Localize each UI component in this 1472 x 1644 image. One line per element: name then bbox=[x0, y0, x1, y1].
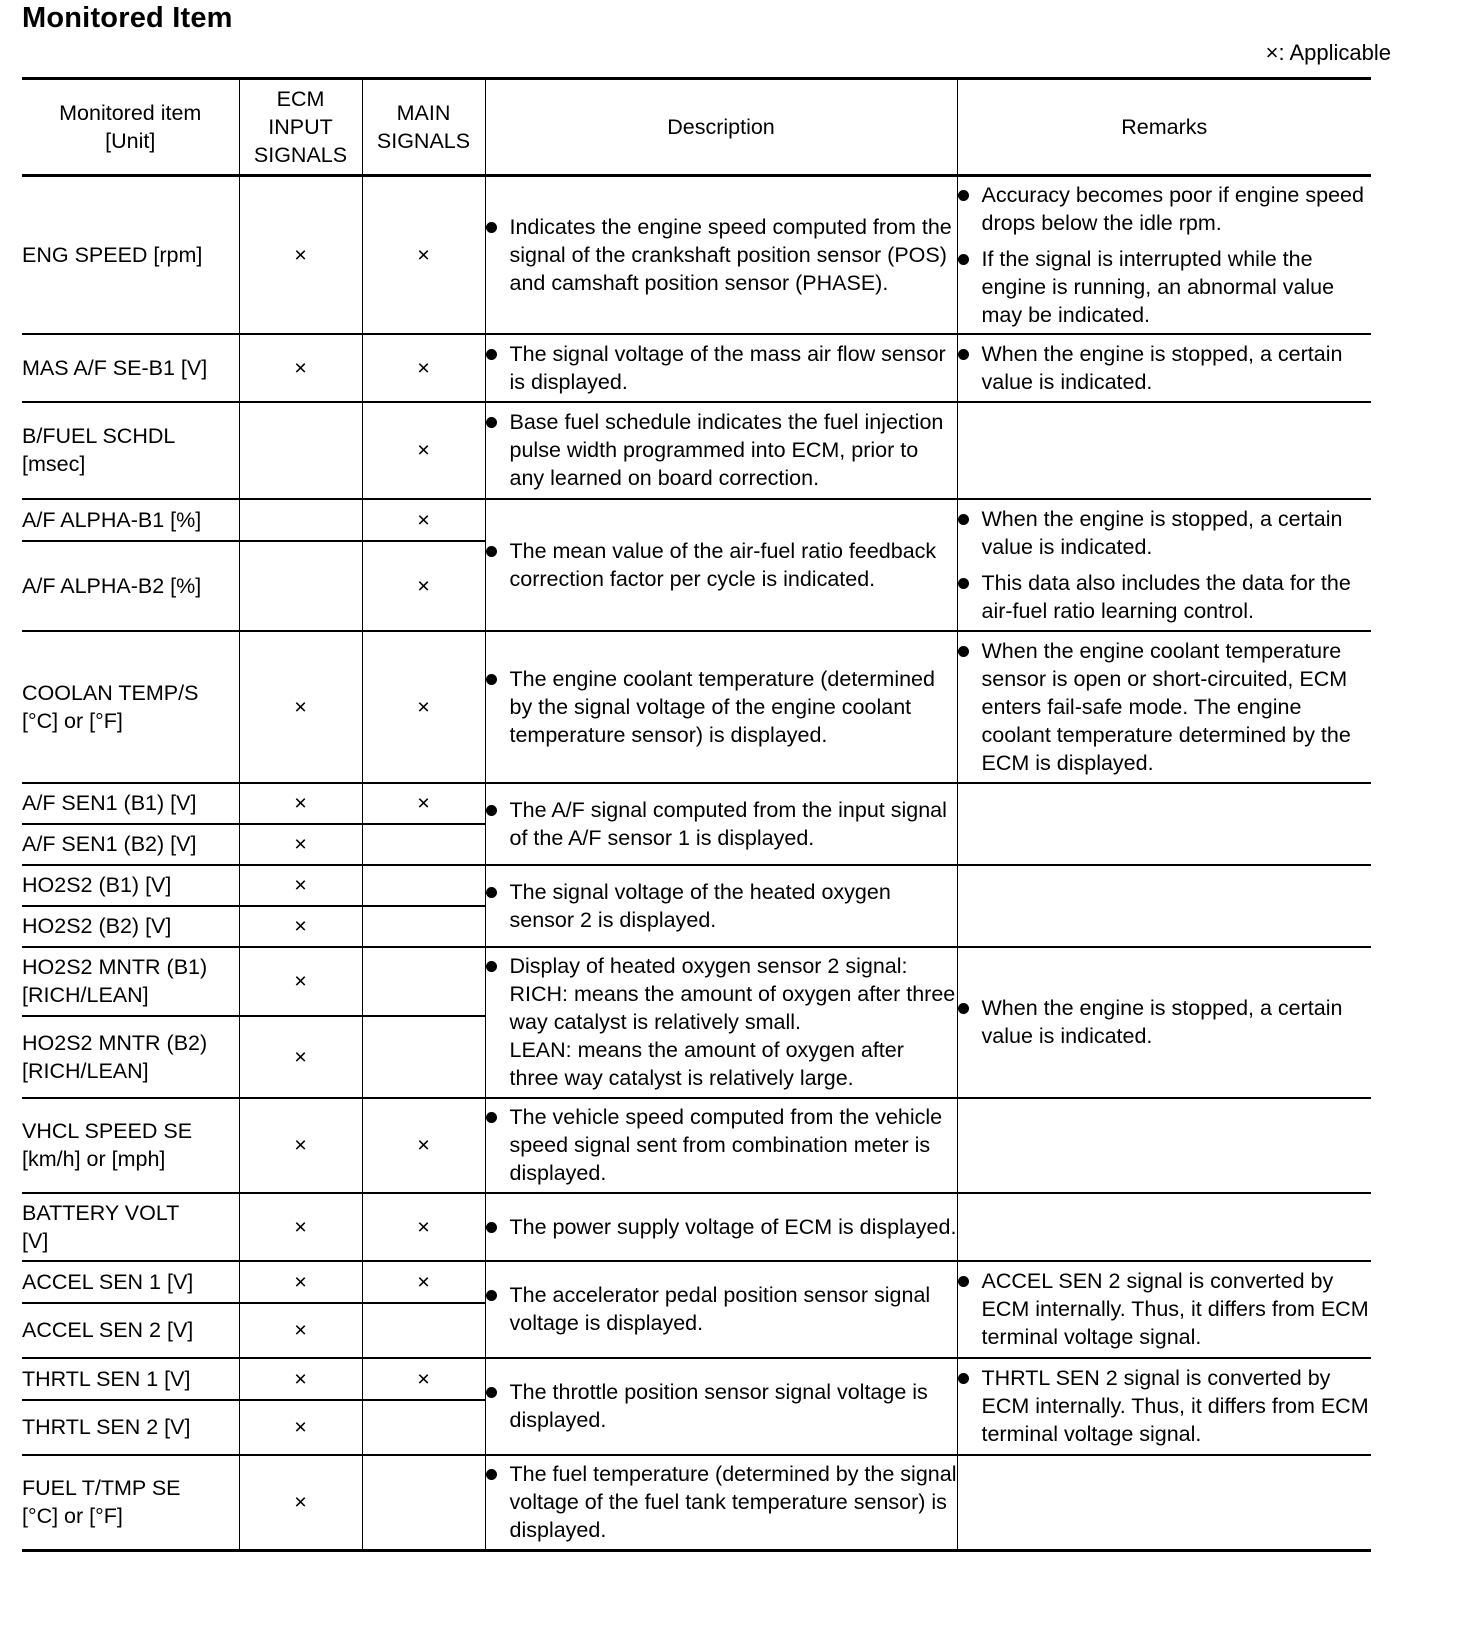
remarks-list bbox=[958, 1364, 1372, 1448]
description-list bbox=[486, 665, 957, 749]
main-signal-mark: × bbox=[362, 176, 485, 334]
description-list bbox=[486, 213, 957, 297]
monitored-item-cell: COOLAN TEMP/S [°C] or [°F] bbox=[22, 631, 239, 783]
monitored-item-cell: FUEL T/TMP SE [°C] or [°F] bbox=[22, 1455, 239, 1551]
description-cell bbox=[485, 1455, 957, 1551]
remarks-list bbox=[958, 181, 1372, 329]
remarks-list bbox=[958, 637, 1372, 777]
remark-item: ACCEL SEN 2 signal is converted by ECM internally. Thus, it differs from ECM terminal voltage signal. bbox=[958, 1267, 1372, 1351]
monitored-item-cell: HO2S2 MNTR (B1) [RICH/LEAN] bbox=[22, 947, 239, 1016]
ecm-input-mark: × bbox=[239, 1193, 362, 1261]
description-cell bbox=[485, 1261, 957, 1358]
remarks-cell bbox=[957, 1193, 1371, 1261]
description-list bbox=[486, 878, 957, 934]
main-signal-mark bbox=[362, 1016, 485, 1098]
main-signal-mark bbox=[362, 865, 485, 906]
description-cell bbox=[485, 176, 957, 334]
description-list bbox=[486, 1213, 957, 1241]
ecm-input-mark: × bbox=[239, 631, 362, 783]
ecm-input-mark bbox=[239, 541, 362, 631]
table-row bbox=[22, 1098, 1371, 1193]
description-list bbox=[486, 340, 957, 396]
description-list bbox=[486, 1460, 957, 1544]
remark-item: This data also includes the data for the air-fuel ratio learning control. bbox=[958, 569, 1372, 625]
page-title: Monitored Item bbox=[22, 2, 233, 34]
table-body bbox=[22, 176, 1371, 1551]
remarks-cell bbox=[957, 947, 1371, 1098]
monitored-item-cell: ACCEL SEN 2 [V] bbox=[22, 1303, 239, 1358]
monitored-item-cell: A/F SEN1 (B2) [V] bbox=[22, 824, 239, 865]
table-row bbox=[22, 402, 1371, 499]
ecm-input-mark: × bbox=[239, 1455, 362, 1551]
main-signal-mark: × bbox=[362, 334, 485, 402]
header-description: Description bbox=[485, 79, 957, 176]
description-cell bbox=[485, 947, 957, 1098]
remarks-cell bbox=[957, 1261, 1371, 1358]
header-ecm-input-signals: ECM INPUT SIGNALS bbox=[239, 79, 362, 176]
table-row bbox=[22, 499, 1371, 541]
ecm-input-mark: × bbox=[239, 334, 362, 402]
monitored-item-cell: A/F ALPHA-B2 [%] bbox=[22, 541, 239, 631]
description-cell bbox=[485, 334, 957, 402]
remark-item: When the engine is stopped, a certain value is indicated. bbox=[958, 340, 1372, 396]
description-list bbox=[486, 1103, 957, 1187]
ecm-input-mark: × bbox=[239, 176, 362, 334]
remark-item: THRTL SEN 2 signal is converted by ECM internally. Thus, it differs from ECM terminal voltage signal. bbox=[958, 1364, 1372, 1448]
monitored-item-cell: HO2S2 MNTR (B2) [RICH/LEAN] bbox=[22, 1016, 239, 1098]
remarks-list bbox=[958, 340, 1372, 396]
monitored-item-table bbox=[22, 77, 1371, 1552]
description-list bbox=[486, 952, 957, 1092]
description-cell bbox=[485, 865, 957, 947]
main-signal-mark bbox=[362, 906, 485, 947]
remarks-cell bbox=[957, 1098, 1371, 1193]
table-row bbox=[22, 1455, 1371, 1551]
remarks-list bbox=[958, 505, 1372, 625]
description-item: The fuel temperature (determined by the signal voltage of the fuel tank temperature sensor) is displayed. bbox=[486, 1460, 957, 1544]
remarks-cell bbox=[957, 783, 1371, 865]
applicable-legend: ×: Applicable bbox=[1265, 40, 1391, 65]
description-list bbox=[486, 408, 957, 492]
ecm-input-mark: × bbox=[239, 865, 362, 906]
description-list bbox=[486, 1378, 957, 1434]
monitored-item-cell: MAS A/F SE-B1 [V] bbox=[22, 334, 239, 402]
remarks-cell bbox=[957, 176, 1371, 334]
main-signal-mark: × bbox=[362, 541, 485, 631]
remarks-cell bbox=[957, 631, 1371, 783]
description-item: The throttle position sensor signal voltage is displayed. bbox=[486, 1378, 957, 1434]
monitored-item-cell: B/FUEL SCHDL [msec] bbox=[22, 402, 239, 499]
remarks-list bbox=[958, 994, 1372, 1050]
remark-item: When the engine coolant temperature sensor is open or short-circuited, ECM enters fail-safe mode. The engine coolant temperature determined by the ECM is displayed. bbox=[958, 637, 1372, 777]
main-signal-mark: × bbox=[362, 783, 485, 824]
description-item: The signal voltage of the mass air flow sensor is displayed. bbox=[486, 340, 957, 396]
monitored-item-cell: A/F ALPHA-B1 [%] bbox=[22, 499, 239, 541]
monitored-item-cell: VHCL SPEED SE [km/h] or [mph] bbox=[22, 1098, 239, 1193]
monitored-item-cell: A/F SEN1 (B1) [V] bbox=[22, 783, 239, 824]
remarks-cell bbox=[957, 499, 1371, 631]
main-signal-mark: × bbox=[362, 402, 485, 499]
table-row bbox=[22, 865, 1371, 906]
remarks-cell bbox=[957, 1358, 1371, 1455]
table-row bbox=[22, 1261, 1371, 1303]
remarks-cell bbox=[957, 402, 1371, 499]
main-signal-mark: × bbox=[362, 1358, 485, 1400]
description-item: Indicates the engine speed computed from the signal of the crankshaft position sensor (POS) and camshaft position sensor (PHASE). bbox=[486, 213, 957, 297]
main-signal-mark: × bbox=[362, 1261, 485, 1303]
ecm-input-mark: × bbox=[239, 947, 362, 1016]
header-row bbox=[22, 79, 1371, 176]
table-row bbox=[22, 1193, 1371, 1261]
description-list bbox=[486, 537, 957, 593]
description-cell bbox=[485, 1098, 957, 1193]
remark-item: When the engine is stopped, a certain value is indicated. bbox=[958, 994, 1372, 1050]
table-row bbox=[22, 176, 1371, 334]
remarks-cell bbox=[957, 865, 1371, 947]
remarks-cell bbox=[957, 1455, 1371, 1551]
main-signal-mark bbox=[362, 1455, 485, 1551]
table-row bbox=[22, 947, 1371, 1016]
remark-item: When the engine is stopped, a certain value is indicated. bbox=[958, 505, 1372, 561]
description-item: Base fuel schedule indicates the fuel injection pulse width programmed into ECM, prior to any learned on board correction. bbox=[486, 408, 957, 492]
table-row bbox=[22, 631, 1371, 783]
table-row bbox=[22, 783, 1371, 824]
description-item: The mean value of the air-fuel ratio feedback correction factor per cycle is indicated. bbox=[486, 537, 957, 593]
ecm-input-mark: × bbox=[239, 1400, 362, 1455]
description-list bbox=[486, 1281, 957, 1337]
monitored-item-cell: HO2S2 (B2) [V] bbox=[22, 906, 239, 947]
description-item: Display of heated oxygen sensor 2 signal: RICH: means the amount of oxygen after three way catalyst is relatively small. LEAN: means the amount of oxygen after three way catalyst is relatively large. bbox=[486, 952, 957, 1092]
ecm-input-mark: × bbox=[239, 1261, 362, 1303]
remark-item: Accuracy becomes poor if engine speed drops below the idle rpm. bbox=[958, 181, 1372, 237]
description-list bbox=[486, 796, 957, 852]
table-row bbox=[22, 1358, 1371, 1400]
description-item: The power supply voltage of ECM is displayed. bbox=[486, 1213, 957, 1241]
main-signal-mark: × bbox=[362, 631, 485, 783]
ecm-input-mark: × bbox=[239, 1016, 362, 1098]
remarks-cell bbox=[957, 334, 1371, 402]
ecm-input-mark bbox=[239, 499, 362, 541]
ecm-input-mark: × bbox=[239, 906, 362, 947]
monitored-item-cell: HO2S2 (B1) [V] bbox=[22, 865, 239, 906]
header-monitored-item: Monitored item [Unit] bbox=[22, 79, 239, 176]
monitored-item-cell: THRTL SEN 2 [V] bbox=[22, 1400, 239, 1455]
description-cell bbox=[485, 783, 957, 865]
description-item: The engine coolant temperature (determined by the signal voltage of the engine coolant temperature sensor) is displayed. bbox=[486, 665, 957, 749]
ecm-input-mark: × bbox=[239, 1358, 362, 1400]
main-signal-mark bbox=[362, 1400, 485, 1455]
main-signal-mark: × bbox=[362, 499, 485, 541]
monitored-item-cell: BATTERY VOLT [V] bbox=[22, 1193, 239, 1261]
ecm-input-mark bbox=[239, 402, 362, 499]
remark-item: If the signal is interrupted while the engine is running, an abnormal value may be indicated. bbox=[958, 245, 1372, 329]
monitored-item-cell: ENG SPEED [rpm] bbox=[22, 176, 239, 334]
description-item: The signal voltage of the heated oxygen sensor 2 is displayed. bbox=[486, 878, 957, 934]
ecm-input-mark: × bbox=[239, 783, 362, 824]
main-signal-mark: × bbox=[362, 1098, 485, 1193]
main-signal-mark bbox=[362, 824, 485, 865]
main-signal-mark bbox=[362, 947, 485, 1016]
description-item: The vehicle speed computed from the vehicle speed signal sent from combination meter is displayed. bbox=[486, 1103, 957, 1187]
header-remarks: Remarks bbox=[957, 79, 1371, 176]
remarks-list bbox=[958, 1267, 1372, 1351]
monitored-item-cell: ACCEL SEN 1 [V] bbox=[22, 1261, 239, 1303]
description-item: The accelerator pedal position sensor signal voltage is displayed. bbox=[486, 1281, 957, 1337]
ecm-input-mark: × bbox=[239, 1303, 362, 1358]
description-cell bbox=[485, 499, 957, 631]
description-cell bbox=[485, 402, 957, 499]
description-cell bbox=[485, 1193, 957, 1261]
main-signal-mark bbox=[362, 1303, 485, 1358]
ecm-input-mark: × bbox=[239, 1098, 362, 1193]
description-cell bbox=[485, 1358, 957, 1455]
header-main-signals: MAIN SIGNALS bbox=[362, 79, 485, 176]
main-signal-mark: × bbox=[362, 1193, 485, 1261]
ecm-input-mark: × bbox=[239, 824, 362, 865]
table-row bbox=[22, 334, 1371, 402]
monitored-item-cell: THRTL SEN 1 [V] bbox=[22, 1358, 239, 1400]
description-item: The A/F signal computed from the input signal of the A/F sensor 1 is displayed. bbox=[486, 796, 957, 852]
description-cell bbox=[485, 631, 957, 783]
